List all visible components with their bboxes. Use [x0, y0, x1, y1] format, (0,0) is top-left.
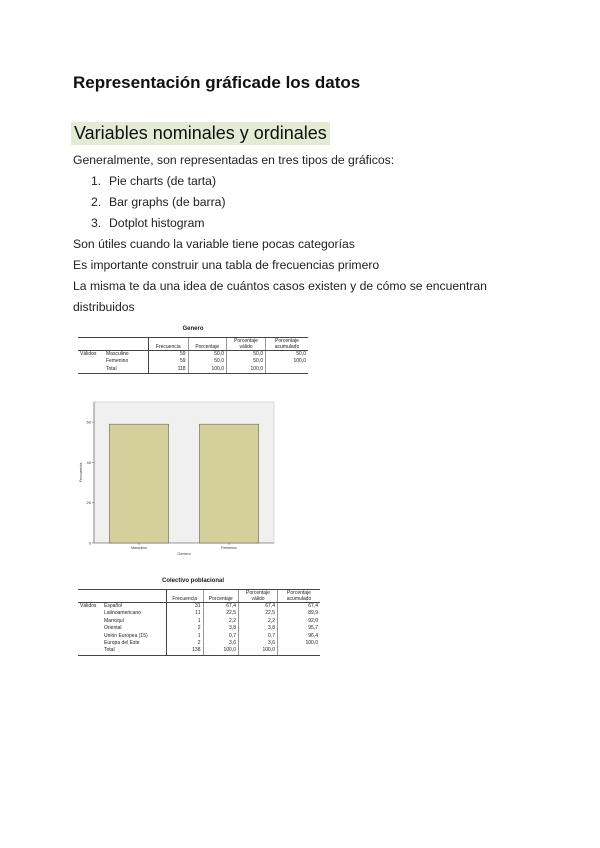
y-tick-label: 20 [86, 500, 91, 506]
table-cell: 50,0 [188, 358, 226, 365]
header-cell [102, 590, 167, 603]
header-cell: Frecuencia [149, 338, 189, 351]
paragraph: Es importante construir una tabla de frecuencias primero [73, 258, 380, 272]
table-cell: 1 [167, 618, 204, 625]
row-label: Marroquí [104, 617, 125, 624]
row-label: Masculino [106, 351, 129, 357]
table-cell: 22,5 [203, 610, 239, 617]
table-cell: 50,0 [188, 351, 226, 359]
table-row [78, 625, 320, 632]
y-tick-label: 60 [86, 419, 91, 425]
list-number: 1. [91, 174, 102, 188]
table-cell: 100,0 [266, 358, 309, 365]
table-cell: 100,0 [188, 366, 226, 374]
table-cell: 100,0 [227, 366, 266, 374]
table-cell: 3,6 [203, 640, 239, 647]
table-cell: 3,6 [239, 640, 278, 647]
table-cell: 59 [149, 351, 189, 359]
table-row [78, 366, 308, 374]
list-text: Bar graphs (de barra) [109, 195, 226, 209]
table-cell: 31 [167, 603, 204, 611]
paragraph: Son útiles cuando la variable tiene pocas categorías [73, 237, 355, 251]
header-cell: Porcentaje acumulado [266, 338, 309, 351]
row-label: Oriental [104, 625, 122, 632]
list-item [91, 174, 216, 188]
table-cell: 11 [167, 610, 204, 617]
header-cell: Porcentaje válido [239, 590, 278, 603]
list-text: Dotplot histogram [109, 216, 205, 230]
table-row [78, 640, 320, 647]
table-cell: 2 [167, 625, 204, 632]
table-cell: 118 [149, 366, 189, 374]
group-label: Válidos [80, 351, 97, 357]
table-cell: 50,0 [227, 358, 266, 365]
header-cell: Porcentaje válido [227, 338, 266, 351]
x-tick-label: Masculino [131, 546, 147, 550]
table-cell: 67,4 [239, 603, 278, 611]
table-cell [278, 647, 321, 655]
table-row [78, 351, 308, 359]
list-number: 2. [91, 195, 102, 209]
frequency-table-colectivo [78, 589, 320, 656]
x-axis-label: Genero [177, 551, 191, 556]
header-cell [78, 338, 104, 351]
table-row [78, 610, 320, 617]
table-caption: Genero [182, 326, 204, 332]
table-cell: 67,4 [203, 603, 239, 611]
list-item [91, 216, 205, 230]
row-label: Europa del Este [104, 640, 140, 647]
row-label: Español [104, 603, 123, 609]
table-cell: 50,0 [266, 351, 309, 359]
paragraph: distribuidos [73, 300, 135, 314]
header-cell: Porcentaje acumulado [278, 590, 321, 603]
table-cell: 2 [167, 640, 204, 647]
table-cell: 1 [167, 633, 204, 640]
table-cell: 59 [149, 358, 189, 365]
table-caption: Colectivo poblacional [161, 578, 224, 584]
intro-text: Generalmente, son representadas en tres tipos de gráficos: [73, 153, 395, 167]
table-row [78, 633, 320, 640]
group-label: Válidos [80, 603, 97, 609]
y-tick-label: 40 [86, 459, 91, 465]
paragraph: La misma te da una idea de cuántos casos existen y de cómo se encuentran [73, 279, 487, 293]
table-cell: 3,8 [239, 625, 278, 632]
y-tick-label: 0 [88, 540, 91, 546]
header-cell: Frecuencia [167, 590, 204, 603]
list-item [91, 195, 226, 209]
table-row [78, 618, 320, 625]
table-cell: 100,0 [239, 647, 278, 655]
table-cell: 89,9 [278, 610, 321, 617]
bar-chart [76, 398, 276, 558]
table-cell: 96,4 [278, 633, 321, 640]
table-row [78, 603, 320, 611]
table-cell: 22,5 [239, 610, 278, 617]
table-cell: 2,2 [239, 618, 278, 625]
table-row [78, 358, 308, 365]
frequency-table-genero [78, 337, 308, 374]
row-label: Unión Europea (15) [104, 632, 148, 639]
row-label: Femenino [106, 358, 129, 365]
row-label: Total [104, 366, 149, 374]
bar [109, 424, 168, 543]
header-cell [78, 590, 102, 603]
table-cell: 95,7 [278, 625, 321, 632]
x-tick-label: Femenino [221, 546, 237, 550]
table-header-row [78, 338, 308, 351]
table-cell: 0,7 [239, 633, 278, 640]
table-cell [266, 366, 309, 374]
table-cell: 0,7 [203, 633, 239, 640]
table-cell: 92,0 [278, 618, 321, 625]
bar [199, 424, 258, 543]
list-number: 3. [91, 216, 102, 230]
table-cell: 50,0 [227, 351, 266, 359]
header-cell: Porcentaje [203, 590, 239, 603]
table-cell: 100,0 [278, 640, 321, 647]
y-axis-label: Frecuencia [78, 462, 83, 483]
document-title: Representación gráficade los datos [73, 73, 361, 92]
table-cell: 67,4 [278, 603, 321, 611]
header-cell: Porcentaje [188, 338, 226, 351]
list-text: Pie charts (de tarta) [109, 174, 217, 188]
section-heading: Variables nominales y ordinales [71, 122, 330, 145]
header-cell [104, 338, 149, 351]
table-cell: 100,0 [203, 647, 239, 655]
table-cell: 2,2 [203, 618, 239, 625]
table-row [78, 647, 320, 655]
bar-chart-svg [76, 398, 276, 558]
row-label: Total [102, 647, 167, 655]
row-label: Latinoamericano [104, 610, 141, 617]
table-cell: 3,8 [203, 625, 239, 632]
table-header-row [78, 590, 320, 603]
table-cell: 138 [167, 647, 204, 655]
